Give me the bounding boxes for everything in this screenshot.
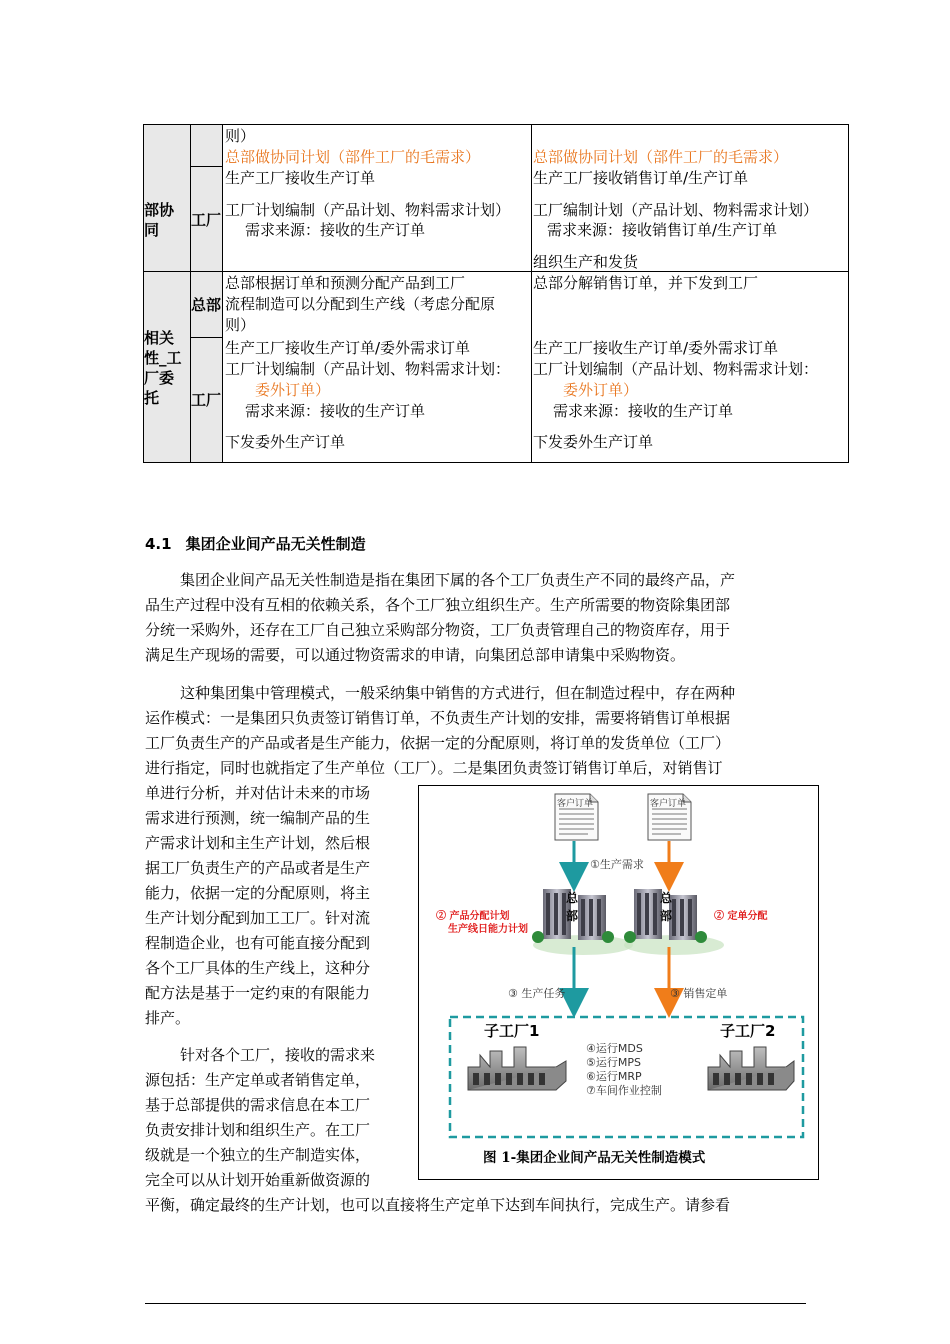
hq-building-icon <box>532 889 724 955</box>
paragraph-3-line: 负责安排计划和组织生产。在工厂 <box>145 1121 371 1139</box>
figure-step-item: ⑥运行MRP <box>586 1070 642 1083</box>
paragraph-2-line: 工厂负责生产的产品或者是生产能力，依据一定的分配原则，将订单的发货单位（工厂） <box>145 734 731 752</box>
table-cell-text: 工厂计划编制（产品计划、物料需求计划： <box>225 360 511 378</box>
table-cell-text: 则） <box>225 316 256 334</box>
paragraph-2-line: 产需求计划和主生产计划，然后根 <box>145 834 371 852</box>
paragraph-3-line: 针对各个工厂，接收的需求来 <box>180 1046 376 1064</box>
table-cell-text: 流程制造可以分配到生产线（考虑分配原 <box>225 295 496 313</box>
figure-hq-label: 部 <box>660 909 673 923</box>
table-sub-label-factory: 工厂 <box>191 391 222 409</box>
figure-step1-label: ①生产需求 <box>590 858 644 871</box>
figure-doc-label-left: 客户订单 <box>557 799 594 809</box>
table-cell-text: 需求来源：接收的生产订单 <box>245 221 426 239</box>
paragraph-2-line: 能力，依据一定的分配原则，将主 <box>145 884 371 902</box>
table-cell-text: 工厂编制计划（产品计划、物料需求计划） <box>533 201 819 219</box>
factory-icon-1 <box>468 1047 566 1090</box>
figure-factory2-label: 子工厂2 <box>720 1022 776 1040</box>
figure-doc-label-right: 客户订单 <box>650 799 687 809</box>
table-cell-text: 总部分解销售订单，并下发到工厂 <box>533 274 759 292</box>
table-group-label-outsourcing: 相关 性_工 厂委 托 <box>144 329 182 407</box>
table-cell-text: 工厂计划编制（产品计划、物料需求计划） <box>225 201 511 219</box>
paragraph-1-line: 满足生产现场的需要，可以通过物资需求的申请，向集团总部申请集中采购物资。 <box>145 646 686 664</box>
table-sub-label-hq: 总部 <box>191 296 222 314</box>
figure-step-item: ⑤运行MPS <box>586 1056 641 1069</box>
figure-hq-label: 总 <box>660 891 673 905</box>
paragraph-2-line: 配方法是基于一定约束的有限能力 <box>145 984 371 1002</box>
paragraph-3-line: 级就是一个独立的生产制造实体， <box>145 1146 371 1164</box>
table-cell-text: 下发委外生产订单 <box>533 433 654 451</box>
figure-step-item: ④运行MDS <box>586 1042 643 1055</box>
paragraph-3-line: 基于总部提供的需求信息在本工厂 <box>145 1096 371 1114</box>
paragraph-2-line: 这种集团集中管理模式，一般采纳集中销售的方式进行，但在制造过程中，存在两种 <box>180 684 736 702</box>
paragraph-2-line: 据工厂负责生产的产品或者是生产 <box>145 859 371 877</box>
figure-factory1-label: 子工厂1 <box>484 1022 540 1040</box>
figure-step3-left-label: ③ 生产任务 <box>508 987 566 1000</box>
paragraph-3-line: 完全可以从计划开始重新做资源的 <box>145 1171 371 1189</box>
table-cell-text: 总部做协同计划（部件工厂的毛需求） <box>533 148 789 166</box>
paragraph-2-line: 生产计划分配到加工工厂。针对流 <box>145 909 371 927</box>
table-sub-label-factory: 工厂 <box>191 211 222 229</box>
table-cell-text: 生产工厂接收生产订单/委外需求订单 <box>225 339 471 357</box>
figure-hq-label: 部 <box>566 909 579 923</box>
table-cell-text: 需求来源：接收的生产订单 <box>245 402 426 420</box>
table-cell-text: 则） <box>225 127 256 145</box>
paragraph-1-line: 分统一采购外，还存在工厂自己独立采购部分物资，工厂负责管理自己的物资库存，用于 <box>145 621 731 639</box>
paragraph-2-line: 程制造企业，也有可能直接分配到 <box>145 934 371 952</box>
paragraph-2-line: 单进行分析，并对估计未来的市场 <box>145 784 371 802</box>
paragraph-2-line: 运作模式：一是集团只负责签订销售订单，不负责生产计划的安排，需要将销售订单根据 <box>145 709 731 727</box>
table-grid <box>0 0 950 470</box>
table-group-label-coordination: 部协 同 <box>144 201 175 239</box>
paragraph-2-line: 各个工厂具体的生产线上，这种分 <box>145 959 371 977</box>
paragraph-3-line: 平衡，确定最终的生产计划，也可以直接将生产定单下达到车间执行，完成生产。请参看 <box>145 1196 731 1214</box>
figure-step2-left-label: 生产线日能力计划 <box>448 924 528 935</box>
table-cell-text: 生产工厂接收销售订单/生产订单 <box>533 169 749 187</box>
figure-step3-right-label: ③ 销售定单 <box>670 987 728 1000</box>
table-cell-text: 需求来源：接收的生产订单 <box>553 402 734 420</box>
figure-caption: 图 1-集团企业间产品无关性制造模式 <box>483 1150 706 1166</box>
table-cell-text: 下发委外生产订单 <box>225 433 346 451</box>
factory-icon-2 <box>708 1047 794 1090</box>
paragraph-2-line: 进行指定，同时也就指定了生产单位（工厂）。二是集团负责签订销售订单后，对销售订 <box>145 759 723 777</box>
table-cell-text: 总部做协同计划（部件工厂的毛需求） <box>225 148 481 166</box>
table-cell-text: 委外订单） <box>563 381 639 399</box>
table-cell-text: 需求来源：接收销售订单/生产订单 <box>547 221 778 239</box>
figure-step2-left-label: ② 产品分配计划 <box>436 911 510 922</box>
table-cell-text: 生产工厂接收生产订单/委外需求订单 <box>533 339 779 357</box>
table-cell-text: 生产工厂接收生产订单 <box>225 169 376 187</box>
table-cell-text: 工厂计划编制（产品计划、物料需求计划： <box>533 360 819 378</box>
paragraph-2-line: 需求进行预测，统一编制产品的生 <box>145 809 371 827</box>
paragraph-1-line: 集团企业间产品无关性制造是指在集团下属的各个工厂负责生产不同的最终产品，产 <box>180 571 736 589</box>
figure-hq-label: 总 <box>566 891 579 905</box>
figure-diagram <box>418 785 819 1180</box>
section-number: 4.1 <box>145 535 172 553</box>
footer-rule <box>145 1303 806 1304</box>
paragraph-3-line: 源包括：生产定单或者销售定单， <box>145 1071 371 1089</box>
table-cell-text: 委外订单） <box>255 381 331 399</box>
figure-step-item: ⑦车间作业控制 <box>586 1084 662 1097</box>
table-cell-text: 总部根据订单和预测分配产品到工厂 <box>225 274 466 292</box>
paragraph-1-line: 品生产过程中没有互相的依赖关系，各个工厂独立组织生产。生产所需要的物资除集团部 <box>145 596 731 614</box>
table-cell-text: 组织生产和发货 <box>533 253 639 271</box>
section-title: 集团企业间产品无关性制造 <box>185 535 366 553</box>
section-heading <box>145 533 366 554</box>
paragraph-2-line: 排产。 <box>145 1009 191 1027</box>
figure-step2-right-label: ② 定单分配 <box>714 911 768 922</box>
